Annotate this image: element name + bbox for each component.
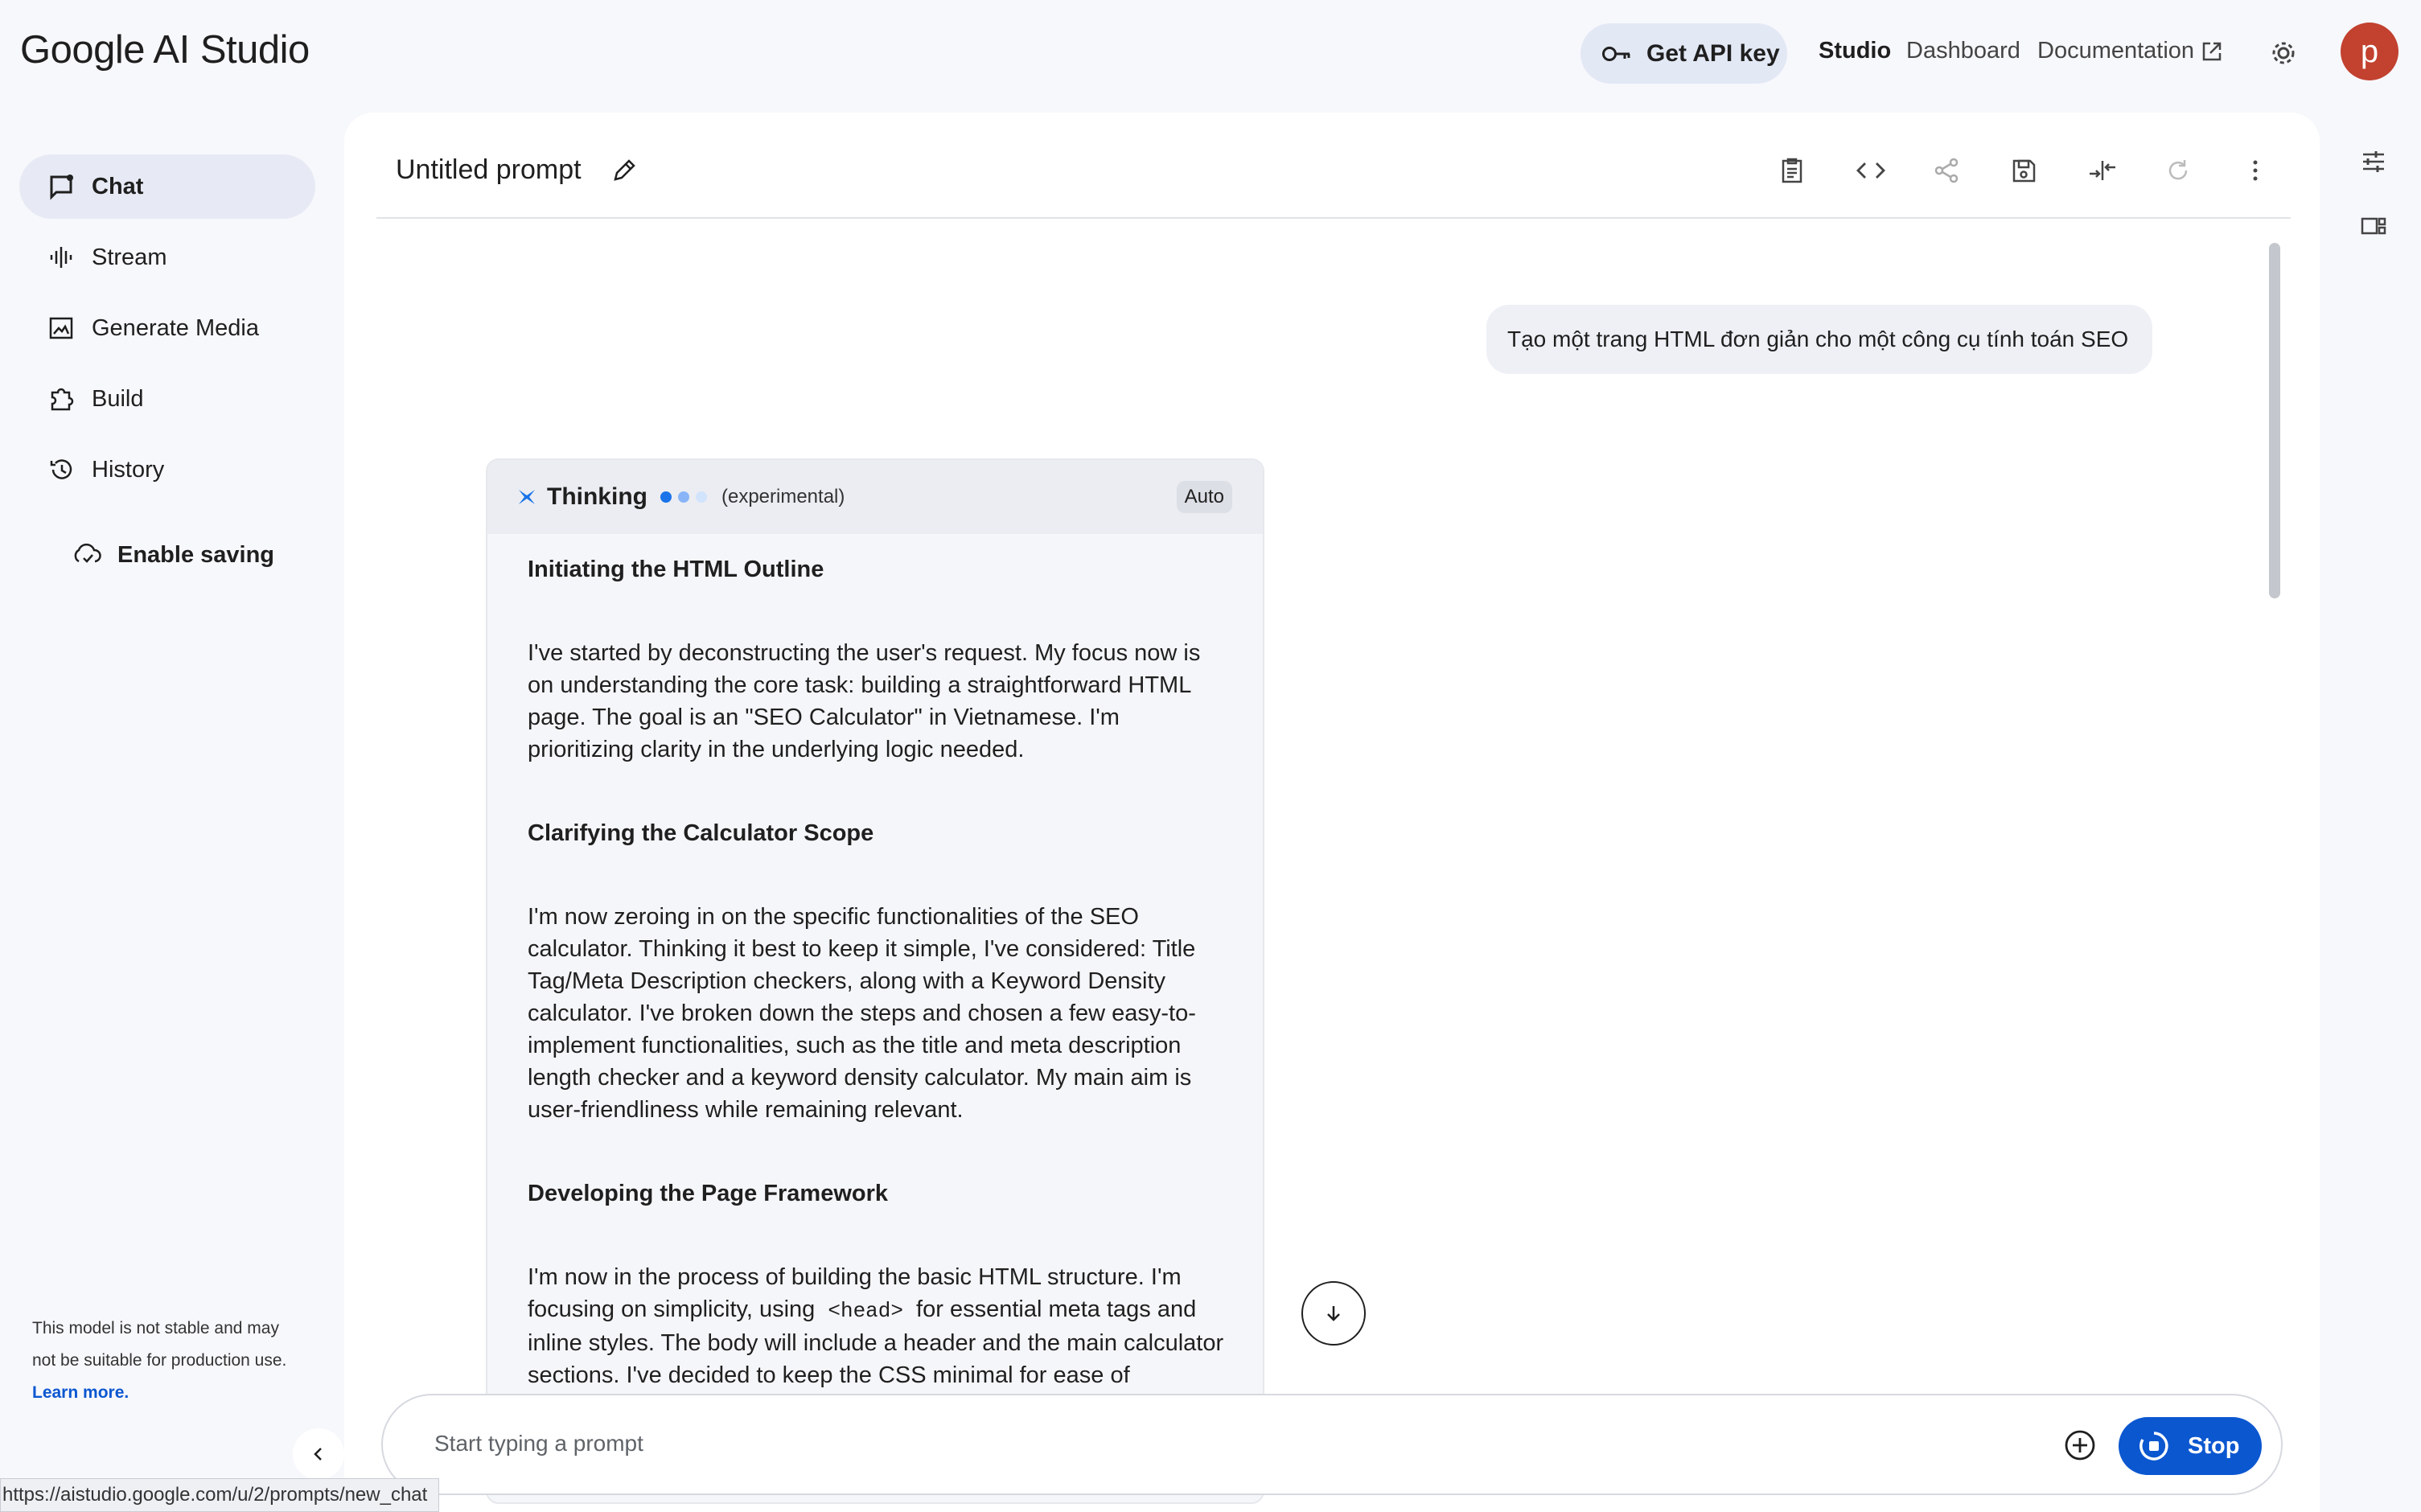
scrollbar-thumb[interactable]	[2269, 243, 2280, 598]
thinking-section-text	[528, 1261, 1227, 1391]
arrow-down-icon	[1322, 1302, 1345, 1325]
experimental-label: (experimental)	[721, 486, 845, 507]
chat-icon	[47, 172, 76, 201]
enable-saving-label: Enable saving	[117, 541, 275, 568]
disclaimer-text: This model is not stable and may not be suitable for production use.	[32, 1319, 287, 1370]
get-api-key-button[interactable]	[1580, 23, 1787, 84]
thinking-sparkle-icon	[516, 487, 537, 507]
inline-code: <head>	[828, 1299, 903, 1323]
prompt-input-box[interactable]	[381, 1394, 2283, 1495]
code-icon[interactable]	[1855, 156, 1887, 185]
status-bar-url: https://aistudio.google.com/u/2/prompts/new_chat	[0, 1478, 439, 1512]
prompt-title[interactable]: Untitled prompt	[396, 154, 582, 185]
prompt-input[interactable]: Start typing a prompt	[434, 1431, 643, 1456]
refresh-icon[interactable]	[2164, 156, 2193, 185]
thinking-section-heading: Clarifying the Calculator Scope	[528, 820, 874, 846]
sidebar-item-build[interactable]	[19, 367, 315, 431]
get-api-key-label: Get API key	[1646, 39, 1780, 67]
thinking-progress-dots	[660, 491, 707, 503]
edit-pencil-icon[interactable]	[610, 156, 639, 185]
thinking-label: Thinking	[547, 483, 647, 510]
thinking-section-text: I've started by deconstructing the user's request. My focus now is on understanding the core task: building a straightforward HTML page. The goal is an "SEO Calculator" in Vietnamese. I'm prioritizing clarity in the underlying logic needed.	[528, 640, 1201, 762]
history-icon	[47, 455, 76, 484]
image-icon	[47, 314, 76, 343]
collapse-sidebar-button[interactable]	[293, 1428, 344, 1480]
app-logo[interactable]: Google AI Studio	[20, 28, 310, 72]
compare-arrows-icon[interactable]	[2086, 156, 2119, 185]
sidebar-item-label: History	[92, 456, 165, 483]
nav-documentation[interactable]: Documentation	[2037, 38, 2195, 64]
progress-dot	[678, 491, 689, 503]
thinking-section-heading: Initiating the HTML Outline	[528, 557, 824, 582]
thinking-header[interactable]	[487, 460, 1263, 534]
chevron-left-icon	[310, 1445, 327, 1463]
stop-button[interactable]	[2119, 1417, 2262, 1475]
thinking-mode-badge[interactable]: Auto	[1177, 481, 1232, 513]
thinking-panel	[486, 458, 1264, 1504]
sidebar-item-label: Generate Media	[92, 314, 259, 341]
key-icon	[1601, 45, 1632, 63]
clipboard-icon[interactable]	[1778, 156, 1807, 185]
save-icon[interactable]	[2009, 156, 2038, 185]
cloud-save-icon	[71, 540, 103, 569]
progress-dot	[660, 491, 672, 503]
toolbar-divider	[376, 217, 2291, 219]
enable-saving-button[interactable]	[71, 540, 274, 569]
user-message	[1486, 305, 2152, 374]
progress-dot	[696, 491, 707, 503]
add-circle-icon[interactable]	[2062, 1428, 2098, 1463]
settings-gear-icon[interactable]	[2268, 38, 2299, 68]
top-header	[0, 0, 2421, 109]
nav-dashboard[interactable]: Dashboard	[1906, 38, 2020, 64]
sidebar-item-label: Stream	[92, 244, 167, 270]
text-segment: I'm now in the process of building the basic HTML structure. I'm focusing on simplicity, using	[528, 1264, 1182, 1322]
scroll-to-bottom-button[interactable]	[1301, 1281, 1366, 1346]
stream-icon	[47, 243, 76, 272]
stop-icon	[2138, 1430, 2170, 1462]
sidebar-item-label: Chat	[92, 173, 144, 199]
stop-label: Stop	[2188, 1432, 2240, 1459]
model-disclaimer	[32, 1313, 306, 1409]
thinking-section-heading: Developing the Page Framework	[528, 1181, 889, 1206]
share-icon[interactable]	[1932, 156, 1961, 185]
tune-settings-icon[interactable]	[2360, 148, 2387, 175]
thinking-section-text: I'm now zeroing in on the specific functionalities of the SEO calculator. Thinking it best to keep it simple, I've considered: Title Tag/Meta Description checkers, along with a Keyword Density calculator. I've broken down the steps and chosen a few easy-to-implement functionalities, such as the title and meta description length checker and a keyword density calculator. My main aim is user-friendliness while remaining relevant.	[528, 904, 1196, 1123]
nav-studio[interactable]: Studio	[1819, 38, 1892, 64]
sidebar-item-chat[interactable]	[19, 154, 315, 219]
thinking-content	[528, 553, 1227, 1443]
text-segment: for essential meta tags and inline styles. The body will include a header and the main calculator sections. I've decided to keep the CSS minimal for ease of	[528, 1296, 1224, 1388]
sidebar-item-stream[interactable]	[19, 225, 315, 290]
learn-more-link[interactable]: Learn more.	[32, 1383, 129, 1402]
puzzle-icon	[47, 384, 76, 413]
sidebar-item-generate-media[interactable]	[19, 296, 315, 360]
external-link-icon	[2201, 40, 2223, 63]
user-avatar[interactable]: p	[2341, 23, 2398, 80]
user-message-text: Tạo một trang HTML đơn giản cho một công cụ tính toán SEO	[1507, 327, 2129, 351]
media-panel-icon[interactable]	[2360, 212, 2387, 240]
sidebar-item-label: Build	[92, 385, 144, 412]
more-vert-icon[interactable]	[2241, 156, 2270, 185]
main-panel	[344, 113, 2320, 1512]
sidebar-item-history[interactable]	[19, 438, 315, 502]
